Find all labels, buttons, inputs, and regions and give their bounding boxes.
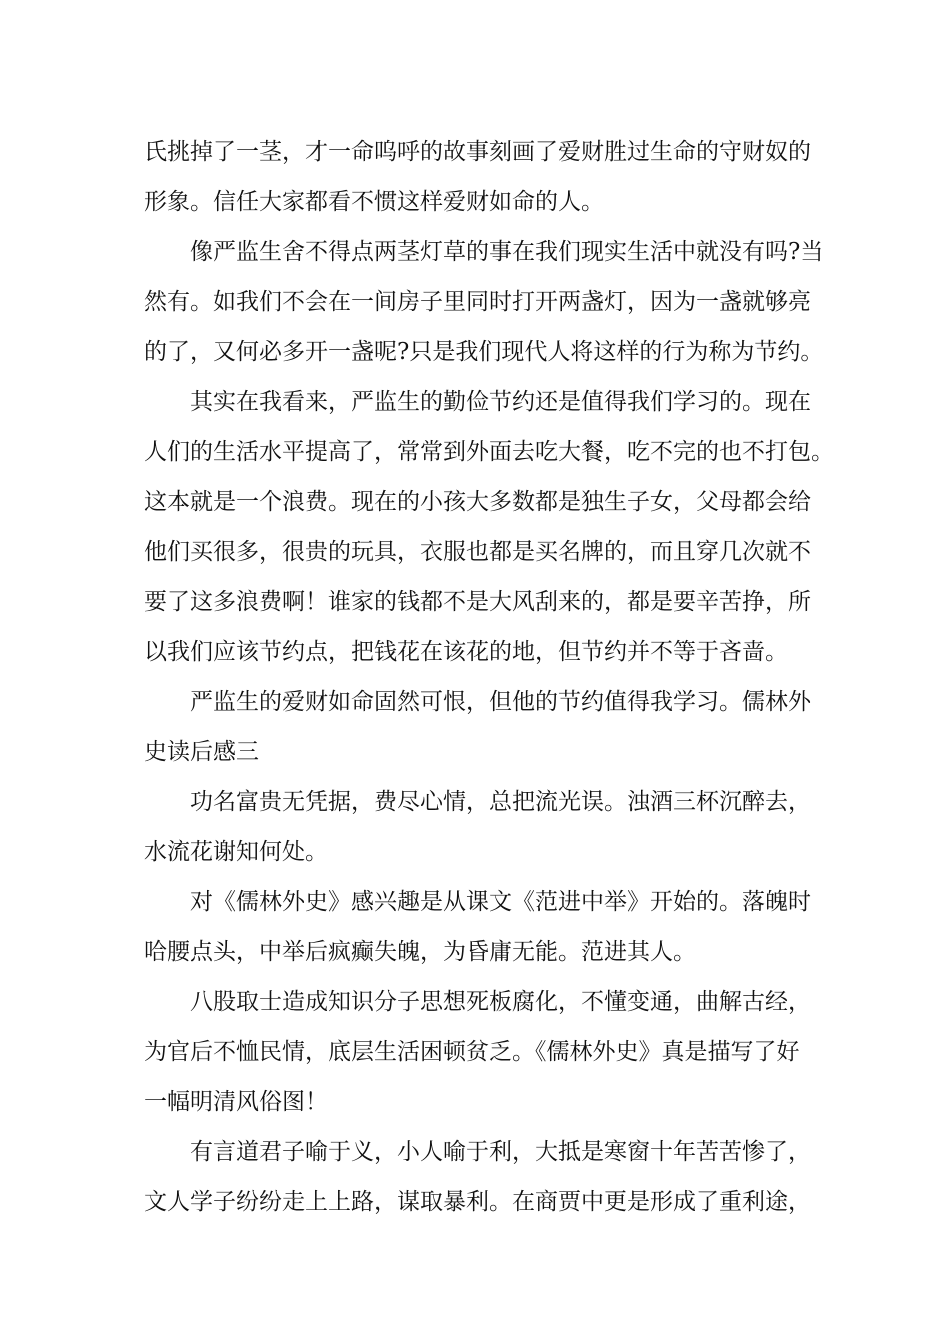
text-line: 一幅明清风俗图！: [144, 1089, 328, 1115]
body-text: [144, 134, 834, 1234]
text-line: 像严监生舍不得点两茎灯草的事在我们现实生活中就没有吗?当: [190, 239, 824, 265]
text-line: 这本就是一个浪费。现在的小孩大多数都是独生子女，父母都会给: [144, 489, 811, 515]
text-line: 要了这多浪费啊！谁家的钱都不是大风刮来的，都是要辛苦挣，所: [144, 589, 811, 615]
text-line: 为官后不恤民情，底层生活困顿贫乏。《儒林外史》真是描写了好: [144, 1039, 800, 1065]
text-line: 对《儒林外史》感兴趣是从课文《范进中举》开始的。落魄时: [190, 889, 811, 915]
text-line: 严监生的爱财如命固然可恨，但他的节约值得我学习。儒林外: [190, 689, 811, 715]
text-line: 八股取士造成知识分子思想死板腐化，不懂变通，曲解古经，: [190, 989, 811, 1015]
text-line: 形象。信任大家都看不惯这样爱财如命的人。: [144, 189, 604, 215]
text-line: 人们的生活水平提高了，常常到外面去吃大餐，吃不完的也不打包。: [144, 439, 834, 465]
text-line: 水流花谢知何处。: [144, 839, 328, 865]
text-line: 其实在我看来，严监生的勤俭节约还是值得我们学习的。现在: [190, 389, 811, 415]
text-line: 然有。如我们不会在一间房子里同时打开两盏灯，因为一盏就够亮: [144, 289, 811, 315]
text-line: 文人学子纷纷走上上路，谋取暴利。在商贾中更是形成了重利途，: [144, 1189, 811, 1215]
text-line: 他们买很多，很贵的玩具，衣服也都是买名牌的，而且穿几次就不: [144, 539, 811, 565]
text-line: 有言道君子喻于义，小人喻于利，大抵是寒窗十年苦苦惨了，: [190, 1139, 811, 1165]
text-line: 的了，又何必多开一盏呢?只是我们现代人将这样的行为称为节约。: [144, 339, 824, 365]
text-line: 以我们应该节约点，把钱花在该花的地，但节约并不等于吝啬。: [144, 639, 788, 665]
text-line: 功名富贵无凭据，费尽心情，总把流光误。浊酒三杯沉醉去，: [190, 789, 811, 815]
text-line: 史读后感三: [144, 739, 259, 765]
text-line: 哈腰点头，中举后疯癫失魄，为昏庸无能。范进其人。: [144, 939, 696, 965]
text-line: 氏挑掉了一茎，才一命呜呼的故事刻画了爱财胜过生命的守财奴的: [144, 139, 811, 165]
